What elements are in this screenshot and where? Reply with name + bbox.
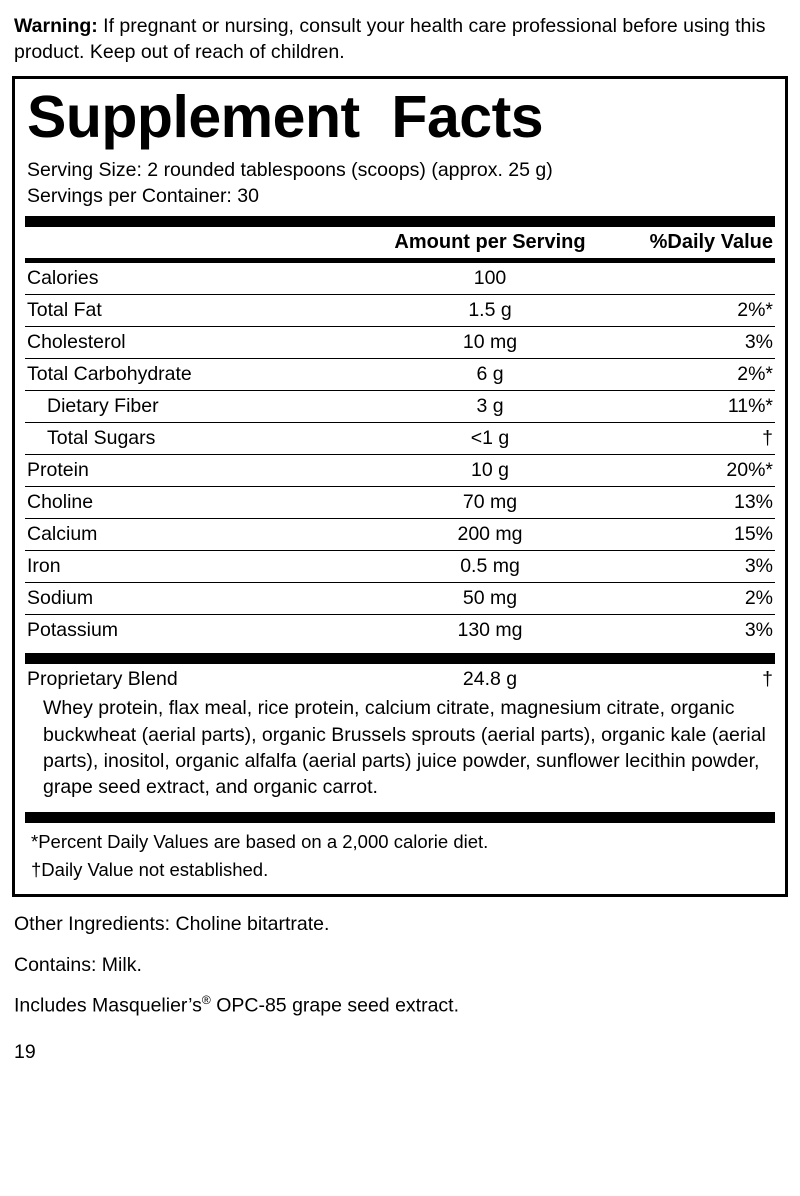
row-name: Total Carbohydrate — [25, 359, 370, 391]
row-amount: 10 mg — [370, 327, 610, 359]
row-dv: 2%* — [610, 295, 775, 327]
row-amount: 10 g — [370, 455, 610, 487]
row-dv: 13% — [610, 487, 775, 519]
row-amount: 3 g — [370, 391, 610, 423]
row-dv: 15% — [610, 519, 775, 551]
row-name: Dietary Fiber — [25, 391, 370, 423]
table-row — [25, 583, 775, 615]
table-row — [25, 263, 775, 295]
row-dv: 20%* — [610, 455, 775, 487]
blend-ingredients: Whey protein, flax meal, rice protein, calcium citrate, magnesium citrate, organic buckwheat (aerial parts), organic Brussels sprouts (aerial parts), organic kale (aerial parts), inositol, organic alfalfa (aerial parts) juice powder, sunflower lecithin powder, grape seed extract, and organic carrot. — [43, 697, 766, 799]
row-dv: 2%* — [610, 359, 775, 391]
row-amount: 0.5 mg — [370, 551, 610, 583]
includes-suffix: OPC-85 grape seed extract. — [210, 994, 460, 1017]
row-dv: 2% — [610, 583, 775, 615]
row-name: Sodium — [25, 583, 370, 615]
table-row — [25, 551, 775, 583]
panel-title: Supplement Facts — [27, 83, 544, 150]
supplement-facts-panel — [12, 76, 788, 898]
row-amount: 1.5 g — [370, 295, 610, 327]
row-dv: 3% — [610, 327, 775, 359]
warning-text — [14, 14, 786, 66]
row-name: Calcium — [25, 519, 370, 551]
row-amount: 200 mg — [370, 519, 610, 551]
row-name: Choline — [25, 487, 370, 519]
footnote-dagger: †Daily Value not established. — [31, 858, 269, 880]
row-dv — [610, 263, 775, 295]
row-amount: <1 g — [370, 423, 610, 455]
divider-thick-top — [25, 216, 775, 227]
header-nutrient — [25, 227, 370, 258]
blend-dv: † — [762, 668, 773, 691]
divider-thick-footnotes — [25, 812, 775, 823]
row-name: Calories — [27, 267, 99, 290]
row-name: Protein — [25, 455, 370, 487]
table-row — [25, 423, 775, 455]
warning-body: If pregnant or nursing, consult your health care professional before using this product. Keep out of reach of children. — [14, 15, 766, 63]
row-name: Total Fat — [25, 295, 370, 327]
row-amount: 50 mg — [370, 583, 610, 615]
row-name: Iron — [25, 551, 370, 583]
row-amount: 130 mg — [370, 615, 610, 647]
table-row — [25, 391, 775, 423]
blend-name: Proprietary Blend — [27, 668, 178, 691]
table-row — [25, 295, 775, 327]
footnotes — [25, 823, 775, 883]
row-name: Potassium — [25, 615, 370, 647]
row-amount: 100 — [473, 267, 507, 290]
table-row — [25, 487, 775, 519]
table-row — [25, 359, 775, 391]
divider-thick-blend — [25, 653, 775, 664]
other-ingredients: Other Ingredients: Choline bitartrate. — [14, 913, 330, 936]
blend-row — [25, 664, 775, 695]
table-row — [25, 519, 775, 551]
table-header-row — [25, 227, 775, 258]
row-name: Cholesterol — [25, 327, 370, 359]
row-dv: 3% — [610, 551, 775, 583]
row-dv: † — [610, 423, 775, 455]
includes-prefix: Includes Masquelier’s — [14, 994, 202, 1017]
servings-per-container: Servings per Container: 30 — [27, 185, 259, 208]
table-row — [25, 615, 775, 647]
footnote-percent-dv: *Percent Daily Values are based on a 2,000 calorie diet. — [31, 830, 489, 852]
serving-size: Serving Size: 2 rounded tablespoons (scoops) (approx. 25 g) — [27, 158, 553, 181]
registered-trademark-icon: ® — [201, 993, 211, 1008]
table-row — [25, 327, 775, 359]
below-panel-text — [14, 911, 786, 1018]
warning-label: Warning: — [14, 15, 98, 37]
row-amount: 6 g — [370, 359, 610, 391]
header-amount-per-serving: Amount per Serving — [394, 231, 586, 254]
row-dv: 3% — [610, 615, 775, 647]
row-amount: 70 mg — [370, 487, 610, 519]
nutrition-table — [25, 227, 775, 258]
contains-allergens: Contains: Milk. — [14, 953, 142, 976]
row-dv: 11%* — [610, 391, 775, 423]
proprietary-blend-table — [25, 664, 775, 695]
row-name: Total Sugars — [25, 423, 370, 455]
table-row — [25, 455, 775, 487]
nutrition-rows — [25, 263, 775, 646]
page-number: 19 — [14, 1040, 36, 1063]
header-daily-value: %Daily Value — [649, 231, 773, 254]
blend-amount: 24.8 g — [462, 668, 518, 691]
includes-statement — [14, 992, 786, 1019]
